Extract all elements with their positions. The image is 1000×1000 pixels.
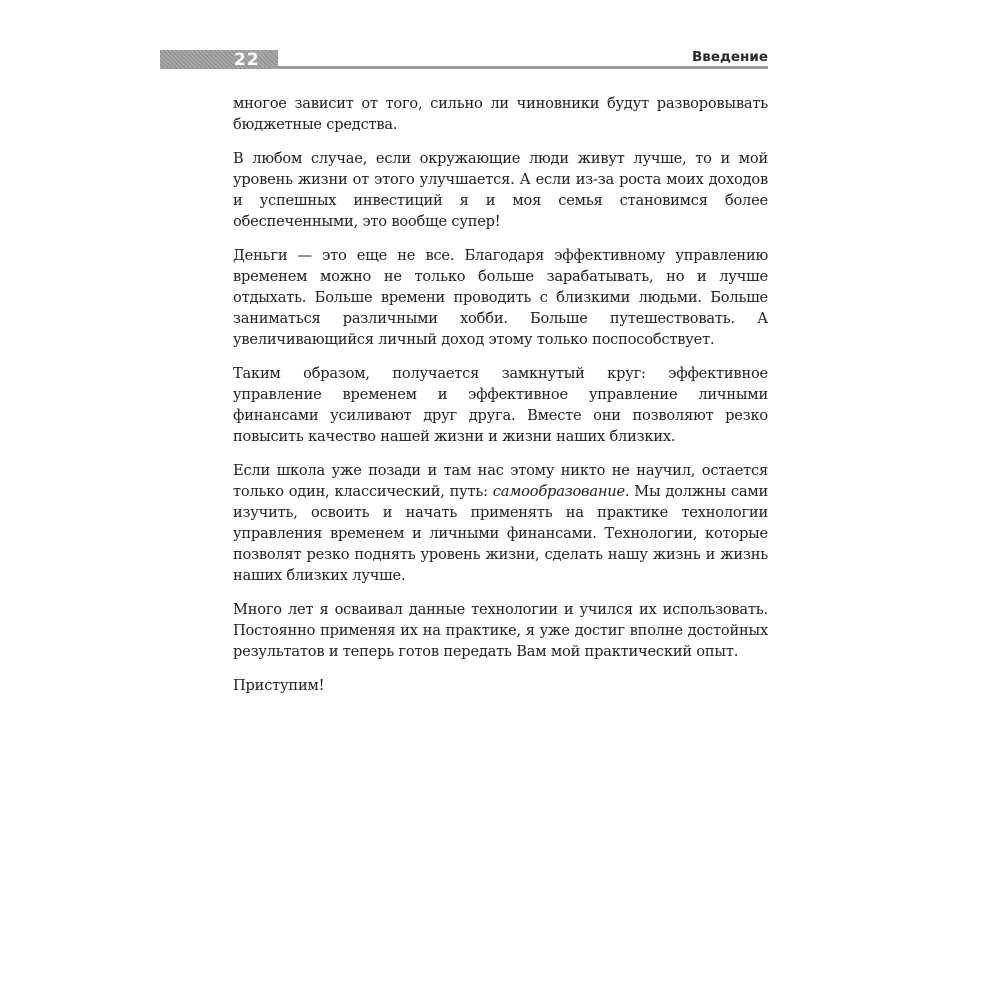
paragraph-5-start: Если школа уже позади и там нас этому никто не научил, остается только один, классический, путь: (233, 462, 768, 500)
paragraph-7: Приступим! (233, 677, 325, 694)
paragraph-1: многое зависит от того, сильно ли чиновники будут разворовывать бюджетные средства. (233, 95, 768, 133)
body-text (233, 93, 768, 709)
running-header (160, 48, 768, 70)
paragraph-2: В любом случае, если окружающие люди живут лучше, то и мой уровень жизни от этого улучшается. А если из-за роста моих доходов и успешных инвестиций я и моя семья становимся более обеспеченными, это вообще супер! (233, 150, 768, 230)
paragraph-6: Много лет я осваивал данные технологии и учился их использовать. Постоянно применяя их на практике, я уже достиг вполне достойных результатов и теперь готов передать Вам мой практический опыт. (233, 601, 768, 660)
paragraph-5-end: . Мы должны сами изучить, освоить и начать применять на практике технологии управления временем и личными финансами. Технологии, которые позволят резко поднять уровень жизни, сделать нашу жизнь и жизнь наших близких лучше. (233, 483, 768, 584)
page-number: 22 (234, 50, 260, 70)
section-title: Введение (692, 49, 768, 65)
emphasis-self-education: самообразование (492, 483, 625, 500)
paragraph-4: Таким образом, получается замкнутый круг: эффективное управление временем и эффективное управление личными финансами усиливают друг друга. Вместе они позволяют резко повысить качество нашей жизни и жизни наших близких. (233, 365, 768, 445)
paragraph-5 (233, 460, 768, 586)
page-number-tab (160, 50, 278, 69)
paragraph-3: Деньги — это еще не все. Благодаря эффективному управлению временем можно не только больше зарабатывать, но и лучше отдыхать. Больше времени проводить с близкими людьми. Больше заниматься различными хобби. Больше путешествовать. А увеличивающийся личный доход этому только поспособствует. (233, 247, 768, 348)
